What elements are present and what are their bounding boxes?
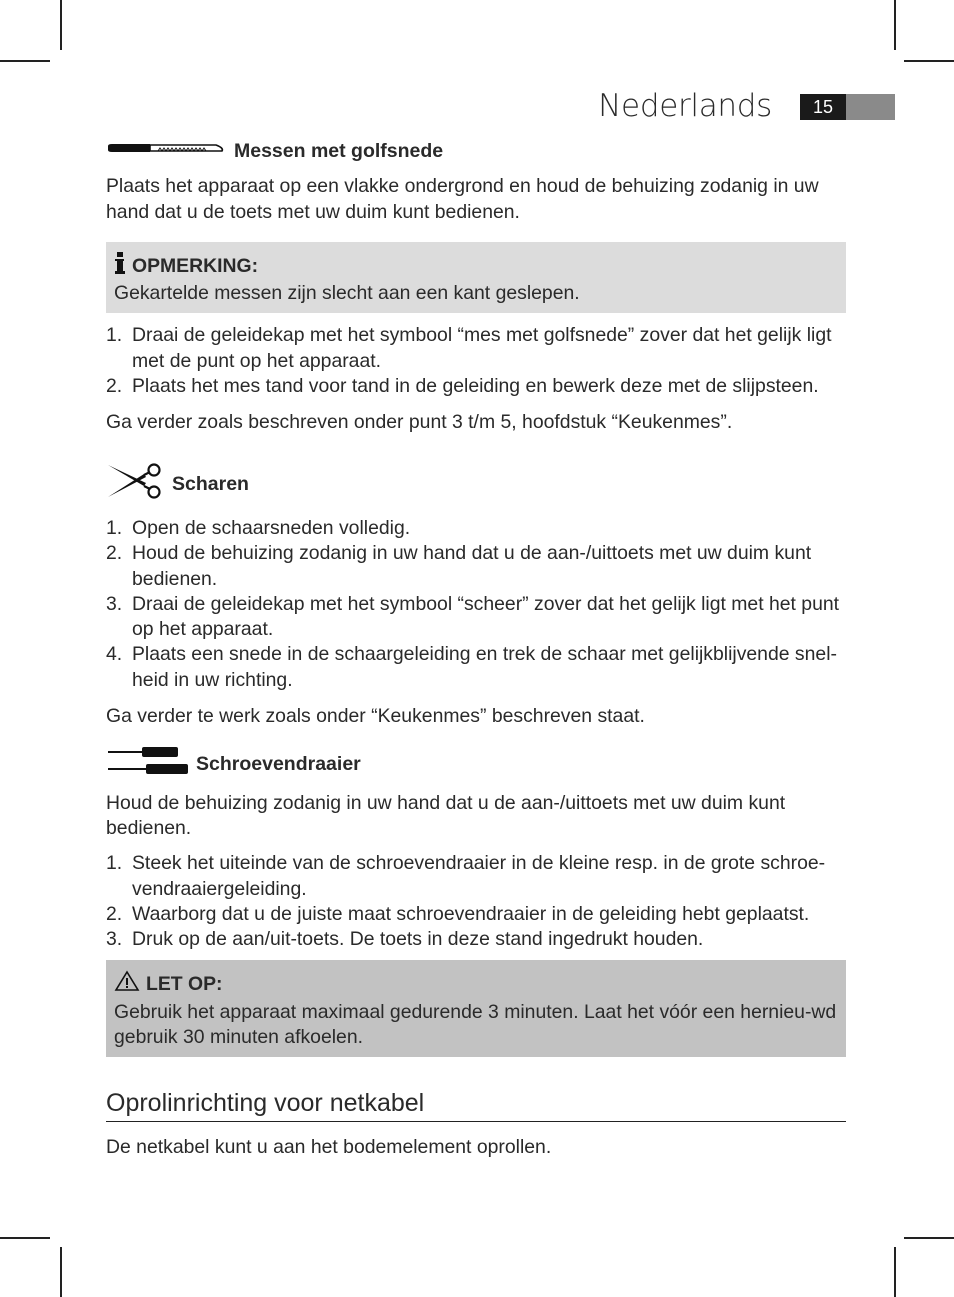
crop-mark [0, 60, 50, 62]
screwdriver-title: Schroevendraaier [196, 753, 361, 776]
warning-label: LET OP: [146, 973, 223, 996]
page-language-title: Nederlands [598, 88, 772, 124]
list-item: 1. Open de schaarsneden volledig. [106, 516, 411, 539]
scissors-title: Scharen [172, 472, 249, 495]
note-label: OPMERKING: [132, 254, 259, 277]
list-item: 2. Waarborg dat u de juiste maat schroevendraaier in de geleiding hebt geplaatst. [106, 902, 810, 925]
screwdriver-steps [106, 851, 846, 952]
list-item: 3. Druk op de aan/uit-toets. De toets in deze stand ingedrukt houden. [106, 928, 704, 951]
list-item: 1. Steek het uiteinde van de schroevendraaier in de kleine resp. in de grote schroe-vendraaiergeleiding. [106, 852, 826, 900]
knives-after: Ga verder zoals beschreven onder punt 3 t/m 5, hoofdstuk “Keukenmes”. [106, 411, 733, 434]
crop-mark [0, 1237, 50, 1239]
warning-box [106, 960, 846, 1057]
knives-intro: Plaats het apparaat op een vlakke ondergrond en houd de behuizing zodanig in uw hand dat u de toets met uw duim kunt bedienen. [106, 175, 819, 223]
page-content [106, 138, 846, 1161]
knives-title: Messen met golfsnede [234, 140, 444, 162]
knives-heading [106, 138, 846, 165]
list-item: 2. Plaats het mes tand voor tand in de geleiding en bewerk deze met de slijpsteen. [106, 375, 819, 398]
cable-text: De netkabel kunt u aan het bodemelement oprollen. [106, 1136, 552, 1159]
scissors-heading [106, 461, 846, 508]
scissors-icon [106, 461, 162, 508]
screwdriver-intro: Houd de behuizing zodanig in uw hand dat u de aan-/uittoets met uw duim kunt bedienen. [106, 791, 786, 839]
warning-heading [114, 970, 838, 999]
scissors-steps [106, 516, 846, 693]
page-number: 15 [800, 94, 846, 120]
crop-mark [894, 0, 896, 50]
note-heading [114, 252, 838, 281]
list-item: 4. Plaats een snede in de schaargeleiding en trek de schaar met gelijkblijvende snel-heid in uw richting. [106, 643, 837, 691]
crop-mark [60, 0, 62, 50]
note-box [106, 242, 846, 314]
list-item: 3. Draai de geleidekap met het symbool “scheer” zover dat het gelijk ligt met het punt op het apparaat. [106, 592, 840, 641]
list-item: 1. Draai de geleidekap met het symbool “mes met golfsnede” zover dat het gelijk ligt met de punt op het apparaat. [106, 324, 832, 372]
knives-steps [106, 323, 846, 399]
scissors-after: Ga verder te werk zoals onder “Keukenmes” beschreven staat. [106, 705, 645, 728]
warning-text: Gebruik het apparaat maximaal gedurende 3 minuten. Laat het vóór een hernieu-wd gebruik 30 minuten afkoelen. [114, 1000, 837, 1049]
info-icon [114, 252, 126, 281]
warning-triangle-icon [114, 970, 140, 999]
crop-mark [904, 60, 954, 62]
note-text: Gekartelde messen zijn slecht aan een kant geslepen. [114, 282, 580, 305]
serrated-knife-icon [106, 138, 226, 165]
cable-section-title: Oprolinrichting voor netkabel [106, 1088, 846, 1122]
screwdriver-icon [106, 745, 188, 784]
crop-mark [894, 1247, 896, 1297]
crop-mark [904, 1237, 954, 1239]
page-number-bar [846, 94, 895, 120]
list-item: 2. Houd de behuizing zodanig in uw hand dat u de aan-/uittoets met uw duim kunt bedienen. [106, 542, 812, 590]
crop-mark [60, 1247, 62, 1297]
screwdriver-heading [106, 745, 846, 784]
